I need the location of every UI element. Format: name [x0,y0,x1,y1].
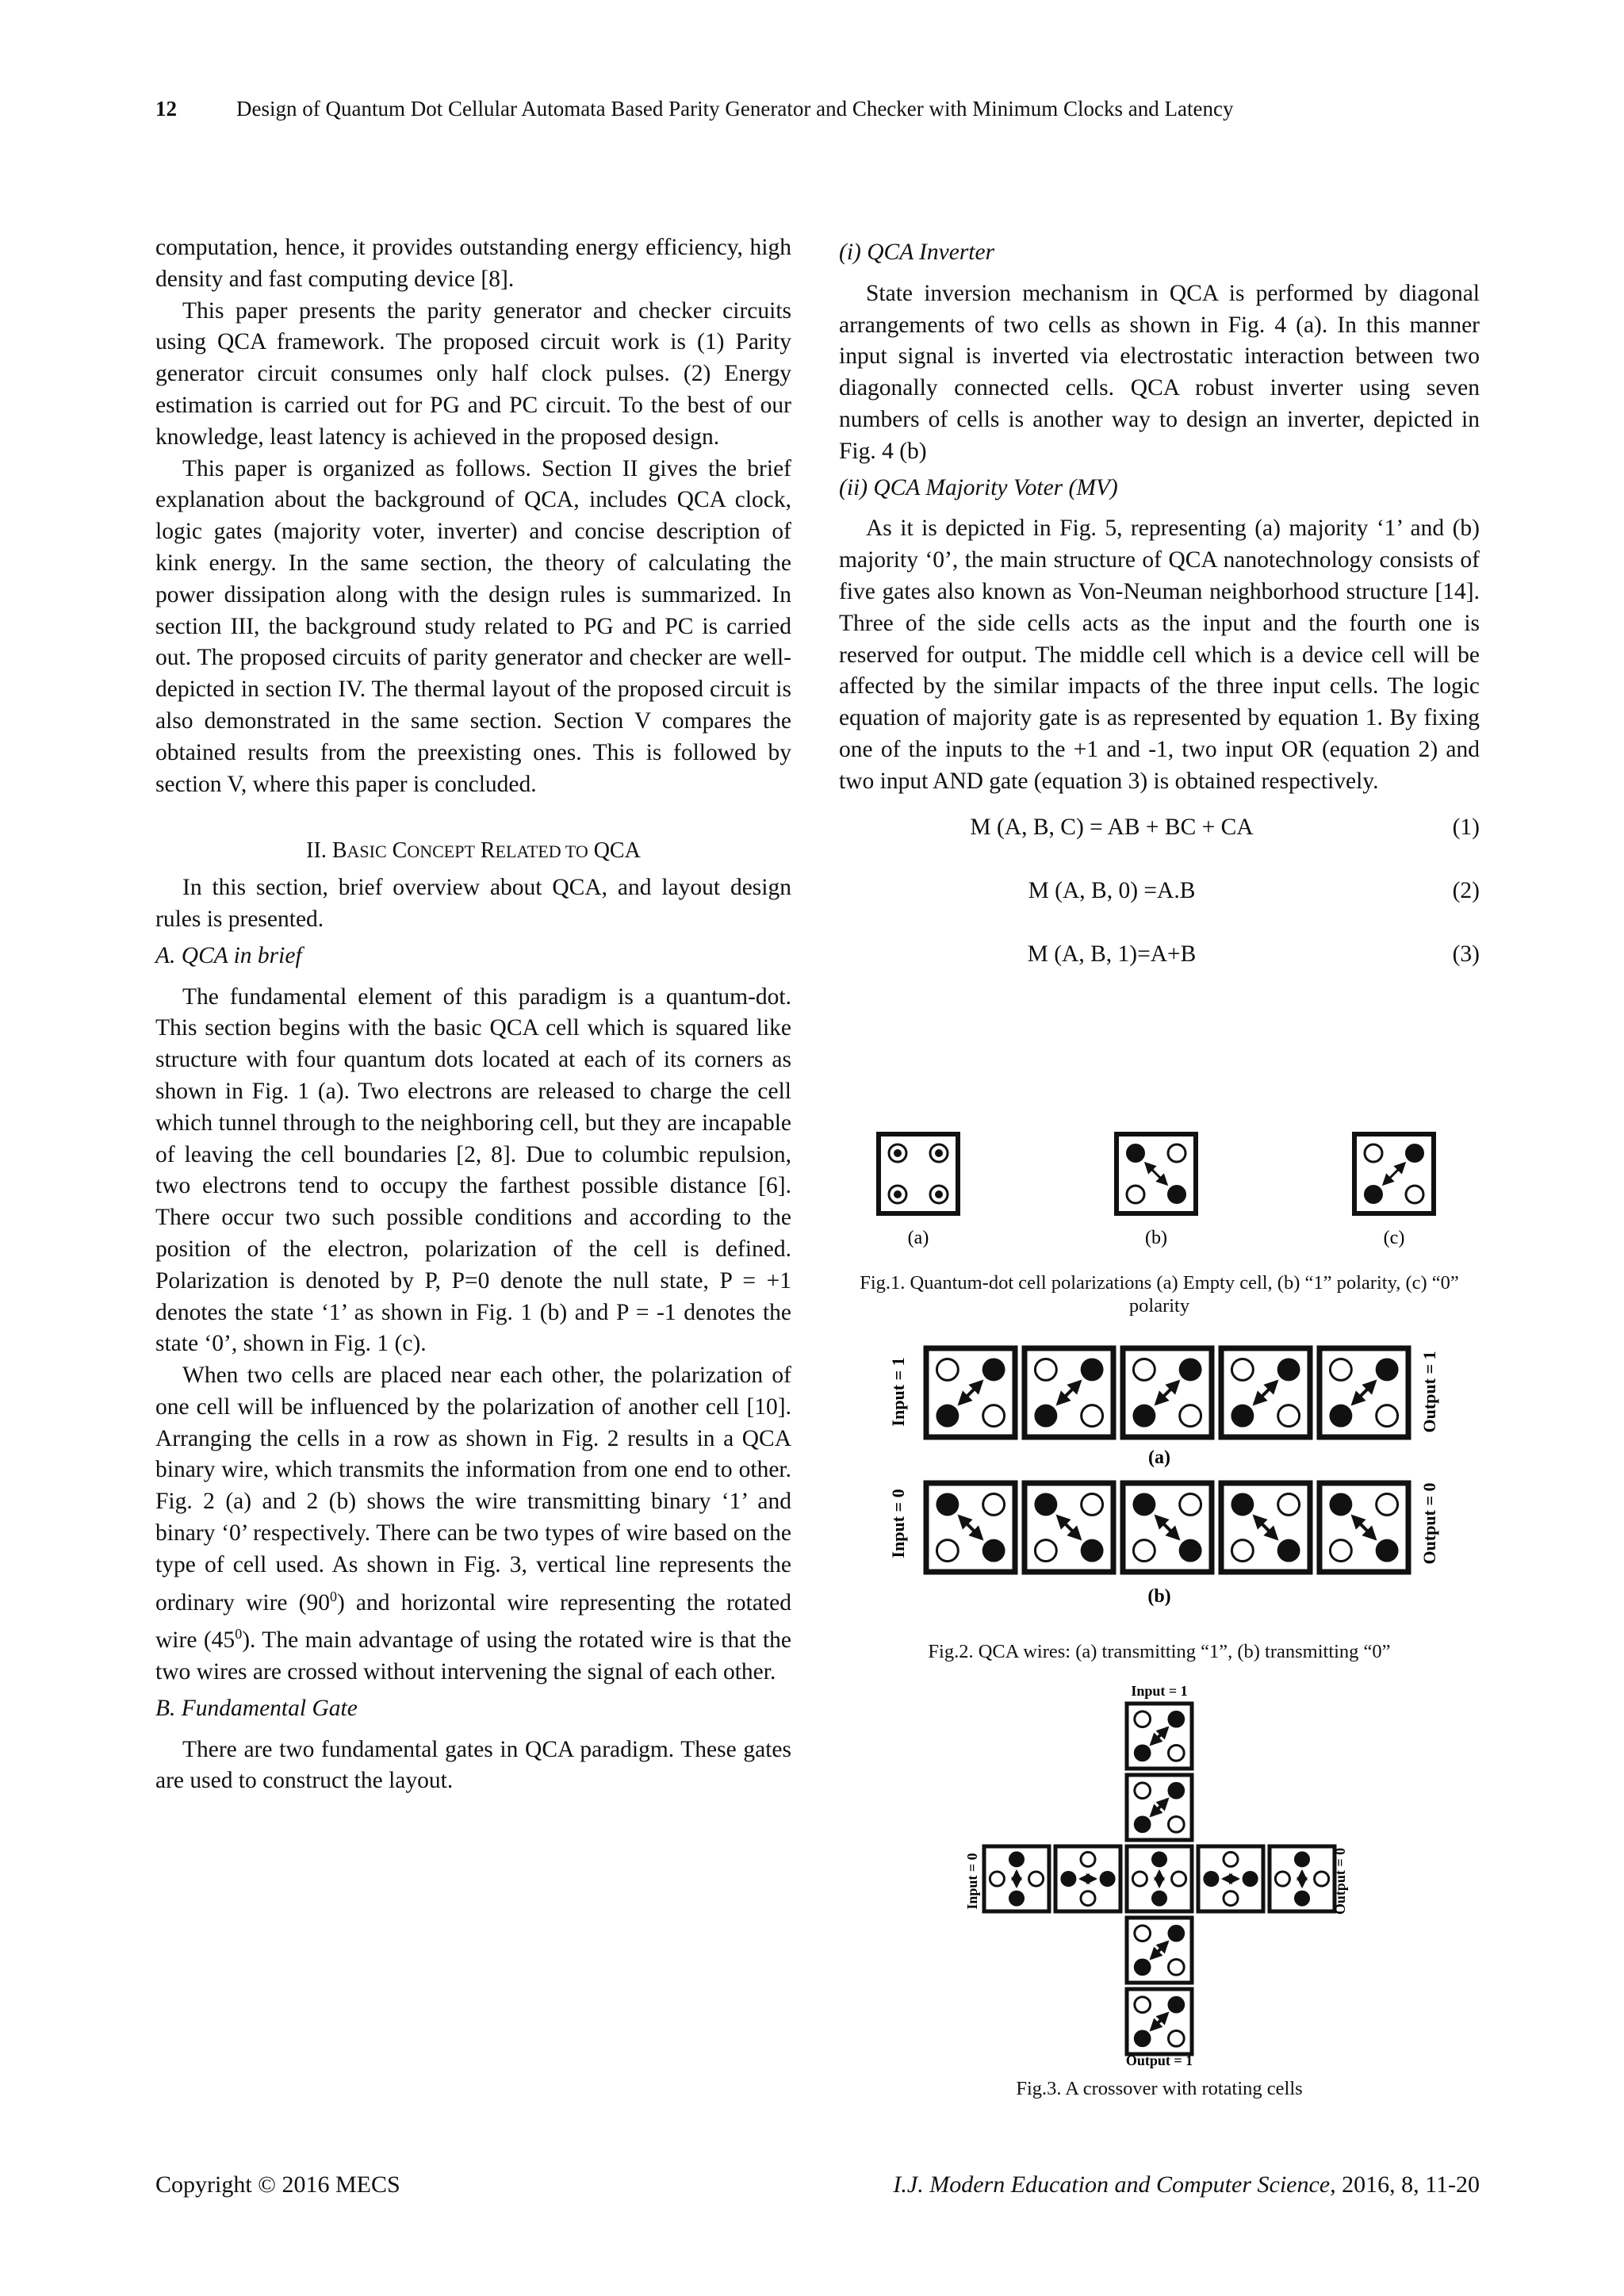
paragraph: This paper is organized as follows. Section II gives the brief explanation about the background of QCA, includes QCA clock, logic gates (majority voter, inverter) and concise description of kink energy. In the same section, the theory of calculating the power dissipation along with the design rules is summarized. In section III, the background study related to PG and PC is carried out. The proposed circuits of parity generator and checker are well-depicted in section IV. The thermal layout of the proposed circuit is also demonstrated in the same section. Section V compares the obtained results from the preexisting ones. This is followed by section V, where this paper is concluded. [155,455,791,797]
footer-copyright: Copyright © 2016 MECS [155,2171,400,2198]
crossover-cells [984,1704,1335,2054]
qca-cell [1127,1775,1192,1840]
fig3-graphic [839,1681,1480,2070]
paragraph: As it is depicted in Fig. 5, representing (a) majority ‘1’ and (b) majority ‘0’, the main structure of QCA nanotechnology consists of five gates also known as Von-Neuman neighborhood structure [14]. Three of the side cells acts as the input and the fourth one is reserved for output. The middle cell which is a device cell will be affected by the similar impacts of the three input cells. The logic equation of majority gate is as represented by equation 1. By fixing one of the inputs to the +1 and -1, two input OR (equation 2) and two input AND gate (equation 3) is obtained respectively. [839,516,1480,794]
subsection-heading: B. Fundamental Gate [155,1695,358,1721]
qca-cell [1127,1704,1192,1769]
left-column [155,232,791,1797]
cell-polarity-0 [1354,1134,1434,1213]
footer-journal: I.J. Modern Education and Computer Science, 2016, 8, 11-20 [893,2171,1480,2198]
qca-rotated-cell [984,1846,1049,1911]
subsection-heading: A. QCA in brief [155,942,302,968]
paragraph: This paper presents the parity generator and checker circuits using QCA framework. The proposed circuit work is (1) Parity generator circuit consumes only half clock pulses. (2) Energy estimation is carried out for PG and PC circuit. To the best of our knowledge, least latency is achieved in the proposed design. [155,297,791,450]
qca-cell [1123,1348,1212,1437]
fig2-label-b: (b) [1147,1586,1171,1607]
fig3-output-right: Output = 0 [1332,1847,1348,1915]
running-header [155,97,1503,121]
fig3-caption: Fig.3. A crossover with rotating cells [1016,2078,1303,2099]
paragraph: The fundamental element of this paradigm is a quantum-dot. This section begins with the basic QCA cell which is squared like structure with four quantum dots located at each of its corners as shown in Fig. 1 (a). Two electrons are released to charge the cell which tunnel through to the neighboring cell, but they are incapable of leaving the cell boundaries [2, 8]. Due to columbic repulsion, two electrons tend to occupy the farthest possible distance [6]. There occur two such possible conditions and according to the position of the electron, polarization of the cell is defined. Polarization is denoted by P, P=0 denote the null state, P = +1 denotes the state ‘1’ as shown in Fig. 1 (b) and P = -1 denotes the state ‘0’, shown in Fig. 1 (c). [155,983,791,1357]
fig1-label-b: (b) [1145,1228,1167,1248]
figure-1 [839,1126,1480,1337]
equation-3: M (A, B, 1)=A+B (3) [1027,941,1480,967]
paragraph: computation, hence, it provides outstanding energy efficiency, high density and fast computing device [8]. [155,235,791,292]
fig2-input-0: Input = 0 [888,1489,908,1558]
subsection-heading: (ii) QCA Majority Voter (MV) [839,474,1118,500]
qca-cell [1127,1989,1192,2054]
paragraph: State inversion mechanism in QCA is performed by diagonal arrangements of two cells as shown in Fig. 4 (a). In this manner input signal is inverted via electrostatic interaction between two diagonally connected cells. QCA robust inverter using seven numbers of cells is another way to design an inverter, depicted in Fig. 4 (b) [839,280,1480,464]
right-column [839,232,1480,988]
paragraph: When two cells are placed near each other, the polarization of one cell will be influenced by the polarization of another cell [10]. Arranging the cells in a row as shown in Fig. 2 results in a QCA binary wire, which transmits the information from one end to other. Fig. 2 (a) and 2 (b) shows the wire transmitting binary ‘1’ and binary ‘0’ respectively. There can be two types of wire based on the type of cell used. As shown in Fig. 3, vertical line represents the ordinary wire $(90^0)$ and horizontal wire representing the rotated wire $(45^0)$. The main advantage of using the rotated wire is that the two wires are crossed without intervening the signal of each other. [155,1363,791,1685]
fig1-label-c: (c) [1383,1228,1405,1248]
cell-polarity-1 [1116,1134,1196,1213]
qca-cell [1123,1483,1212,1572]
qca-cell [926,1483,1015,1572]
wire-transmitting-0 [926,1483,1408,1572]
qca-cell [1320,1348,1408,1437]
fig3-input-top: Input = 1 [1131,1683,1188,1699]
qca-cell [1221,1348,1310,1437]
figure-2 [839,1336,1480,1683]
fig2-caption: Fig.2. QCA wires: (a) transmitting “1”, (b) transmitting “0” [928,1641,1391,1662]
qca-rotated-cell [1127,1846,1192,1911]
subsection-heading: (i) QCA Inverter [839,240,995,265]
qca-cell [1025,1348,1113,1437]
fig3-output-bottom: Output = 1 [1125,2053,1193,2068]
cell-empty [879,1134,958,1213]
paragraph: There are two fundamental gates in QCA paradigm. These gates are used to construct the layout. [155,1736,791,1794]
qca-rotated-cell [1055,1846,1120,1911]
qca-cell [1025,1483,1113,1572]
fig1-label-a: (a) [907,1228,929,1248]
fig3-input-left: Input = 0 [964,1853,980,1910]
figure-3 [839,1681,1480,2120]
qca-cell [1320,1483,1408,1572]
qca-cell [926,1348,1015,1437]
running-title: Design of Quantum Dot Cellular Automata Based Parity Generator and Checker with Minimum Clocks and Latency [236,97,1234,121]
fig1-caption: Fig.1. Quantum-dot cell polarizations (a) Empty cell, (b) “1” polarity, (c) “0” polarity [860,1272,1459,1317]
qca-rotated-cell [1270,1846,1335,1911]
equation-1: M (A, B, C) = AB + BC + CA (1) [970,814,1480,840]
fig2-graphic [839,1336,1480,1630]
fig2-label-a: (a) [1148,1447,1170,1468]
fig2-input-1: Input = 1 [888,1357,908,1427]
page-number: 12 [155,97,177,121]
qca-rotated-cell [1198,1846,1263,1911]
equation-2: M (A, B, 0) =A.B (2) [1028,877,1480,903]
fig2-output-0: Output = 0 [1419,1482,1439,1565]
paragraph: In this section, brief overview about QCA, and layout design rules is presented. [155,875,791,932]
fig2-output-1: Output = 1 [1419,1351,1439,1433]
qca-cell [1221,1483,1310,1572]
wire-transmitting-1 [926,1348,1408,1437]
section-heading: II. BASIC CONCEPT RELATED TO QCA [306,838,641,864]
fig1-graphic [839,1126,1480,1261]
qca-cell [1127,1918,1192,1983]
